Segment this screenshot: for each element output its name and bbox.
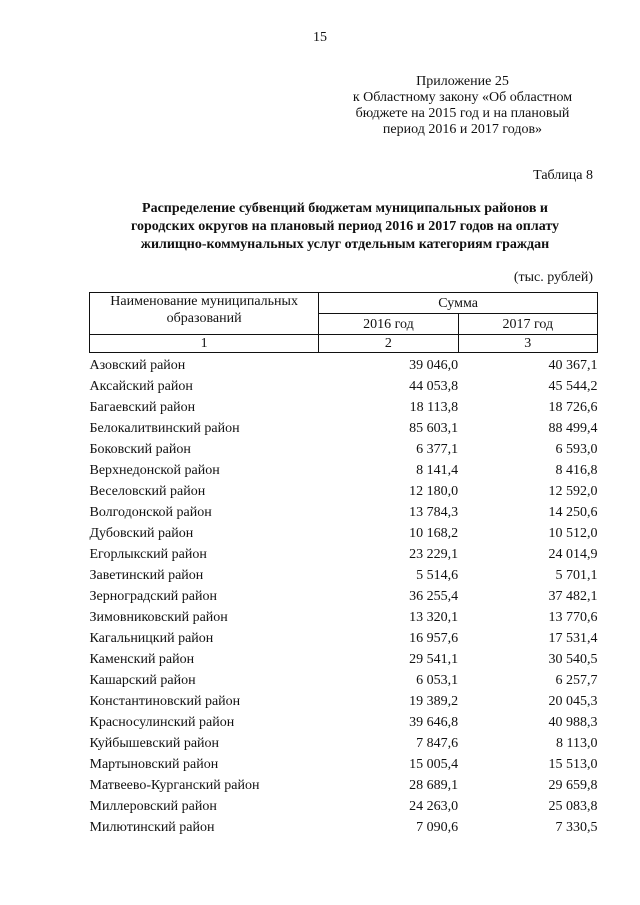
- amount-2017-cell: 40 367,1: [548, 358, 598, 373]
- municipality-name-cell: Зимовниковский район: [89, 610, 228, 625]
- amount-2016-cell: 39 046,0: [409, 358, 459, 373]
- document-title: [90, 200, 600, 254]
- amount-2017-cell: 30 540,5: [548, 652, 598, 667]
- municipality-name-cell: Дубовский район: [89, 526, 194, 541]
- amount-2017-cell: 13 770,6: [548, 610, 598, 625]
- appendix-reference: [340, 74, 585, 138]
- municipality-name-cell: Мартыновский район: [89, 757, 219, 772]
- amount-2017-cell: 6 257,7: [555, 673, 598, 688]
- amount-2016-cell: 6 377,1: [416, 442, 459, 457]
- title-line: городских округов на плановый период 2016 и 2017 годов на оплату: [130, 219, 560, 234]
- header-municipality-name: Наименование муниципальных образований: [90, 293, 319, 335]
- table-row: [90, 628, 598, 649]
- amount-2016-cell: 36 255,4: [409, 589, 459, 604]
- amount-2016-cell: 23 229,1: [409, 547, 459, 562]
- amount-2016-cell: 16 957,6: [409, 631, 459, 646]
- municipality-name-cell: Кашарский район: [89, 673, 196, 688]
- amount-2017-cell: 37 482,1: [548, 589, 598, 604]
- amount-2017-cell: 6 593,0: [555, 442, 598, 457]
- amount-2016-cell: 5 514,6: [416, 568, 459, 583]
- municipality-name-cell: Матвеево-Курганский район: [89, 778, 260, 793]
- municipality-name-cell: Кагальницкий район: [89, 631, 214, 646]
- table-label: Таблица 8: [533, 168, 593, 183]
- amount-2016-cell: 8 141,4: [416, 463, 459, 478]
- units-label: (тыс. рублей): [513, 270, 593, 285]
- appendix-line: Приложение 25: [416, 74, 509, 89]
- title-line: Распределение субвенций бюджетам муниципальных районов и: [142, 201, 548, 216]
- municipality-name-cell: Волгодонской район: [89, 505, 212, 520]
- amount-2016-cell: 15 005,4: [409, 757, 459, 772]
- amount-2016-cell: 12 180,0: [409, 484, 459, 499]
- header-year-2016: 2016 год: [319, 314, 458, 335]
- municipality-name-cell: Каменский район: [89, 652, 195, 667]
- table-row: [90, 733, 598, 754]
- appendix-line: к Областному закону «Об областном: [352, 90, 573, 105]
- amount-2016-cell: 19 389,2: [409, 694, 459, 709]
- header-sum: Сумма: [319, 293, 598, 314]
- amount-2017-cell: 5 701,1: [555, 568, 598, 583]
- municipality-name-cell: Веселовский район: [89, 484, 206, 499]
- table-row: [90, 754, 598, 775]
- table-row: [90, 502, 598, 523]
- amount-2016-cell: 44 053,8: [409, 379, 459, 394]
- page-number: 15: [313, 30, 327, 45]
- header-year-2017: 2017 год: [458, 314, 597, 335]
- column-number-3: 3: [458, 335, 597, 353]
- municipality-name-cell: Белокалитвинский район: [89, 421, 240, 436]
- amount-2016-cell: 13 784,3: [409, 505, 459, 520]
- table-row: [90, 607, 598, 628]
- table-row: [90, 691, 598, 712]
- amount-2017-cell: 8 416,8: [555, 463, 598, 478]
- table-row: [90, 439, 598, 460]
- amount-2017-cell: 8 113,0: [556, 736, 598, 751]
- amount-2017-cell: 7 330,5: [555, 820, 598, 835]
- amount-2017-cell: 45 544,2: [548, 379, 598, 394]
- amount-2017-cell: 24 014,9: [548, 547, 598, 562]
- table-row: [90, 670, 598, 691]
- appendix-line: бюджете на 2015 год и на плановый: [355, 106, 570, 121]
- title-line: жилищно-коммунальных услуг отдельным категориям граждан: [140, 237, 550, 252]
- amount-2016-cell: 7 847,6: [416, 736, 459, 751]
- appendix-line: период 2016 и 2017 годов»: [382, 122, 543, 137]
- table-row: [90, 376, 598, 397]
- amount-2016-cell: 24 263,0: [409, 799, 459, 814]
- table-row: [90, 565, 598, 586]
- table-row: [90, 481, 598, 502]
- amount-2016-cell: 85 603,1: [409, 421, 459, 436]
- amount-2016-cell: 28 689,1: [409, 778, 459, 793]
- amount-2017-cell: 15 513,0: [548, 757, 598, 772]
- table-row: [90, 460, 598, 481]
- table-body: [90, 353, 598, 839]
- municipality-name-cell: Миллеровский район: [89, 799, 217, 814]
- municipality-name-cell: Азовский район: [89, 358, 186, 373]
- table-row: [90, 712, 598, 733]
- column-number-1: 1: [90, 335, 319, 353]
- amount-2017-cell: 29 659,8: [548, 778, 598, 793]
- column-number-2: 2: [319, 335, 458, 353]
- table-row: [90, 523, 598, 544]
- table-row: [90, 353, 598, 377]
- amount-2017-cell: 12 592,0: [548, 484, 598, 499]
- amount-2017-cell: 40 988,3: [548, 715, 598, 730]
- amount-2017-cell: 25 083,8: [548, 799, 598, 814]
- amount-2017-cell: 10 512,0: [548, 526, 598, 541]
- municipality-name-cell: Заветинский район: [89, 568, 204, 583]
- amount-2016-cell: 18 113,8: [409, 400, 459, 415]
- amount-2017-cell: 17 531,4: [548, 631, 598, 646]
- table-row: [90, 796, 598, 817]
- municipality-name-cell: Красносулинский район: [89, 715, 235, 730]
- subvention-table: [89, 292, 598, 838]
- amount-2017-cell: 18 726,6: [548, 400, 598, 415]
- table-row: [90, 649, 598, 670]
- table-row: [90, 775, 598, 796]
- amount-2017-cell: 14 250,6: [548, 505, 598, 520]
- table-row: [90, 586, 598, 607]
- municipality-name-cell: Егорлыкский район: [89, 547, 207, 562]
- amount-2016-cell: 6 053,1: [416, 673, 459, 688]
- municipality-name-cell: Константиновский район: [89, 694, 241, 709]
- table-row: [90, 544, 598, 565]
- municipality-name-cell: Зерноградский район: [89, 589, 217, 604]
- amount-2016-cell: 10 168,2: [409, 526, 459, 541]
- amount-2016-cell: 7 090,6: [416, 820, 459, 835]
- amount-2017-cell: 20 045,3: [548, 694, 598, 709]
- municipality-name-cell: Багаевский район: [89, 400, 196, 415]
- municipality-name-cell: Куйбышевский район: [89, 736, 220, 751]
- municipality-name-cell: Милютинский район: [89, 820, 215, 835]
- amount-2017-cell: 88 499,4: [548, 421, 598, 436]
- amount-2016-cell: 13 320,1: [409, 610, 459, 625]
- table-row: [90, 418, 598, 439]
- amount-2016-cell: 39 646,8: [409, 715, 459, 730]
- municipality-name-cell: Аксайский район: [89, 379, 193, 394]
- amount-2016-cell: 29 541,1: [409, 652, 459, 667]
- table-row: [90, 817, 598, 838]
- municipality-name-cell: Верхнедонской район: [89, 463, 220, 478]
- municipality-name-cell: Боковский район: [89, 442, 191, 457]
- table-row: [90, 397, 598, 418]
